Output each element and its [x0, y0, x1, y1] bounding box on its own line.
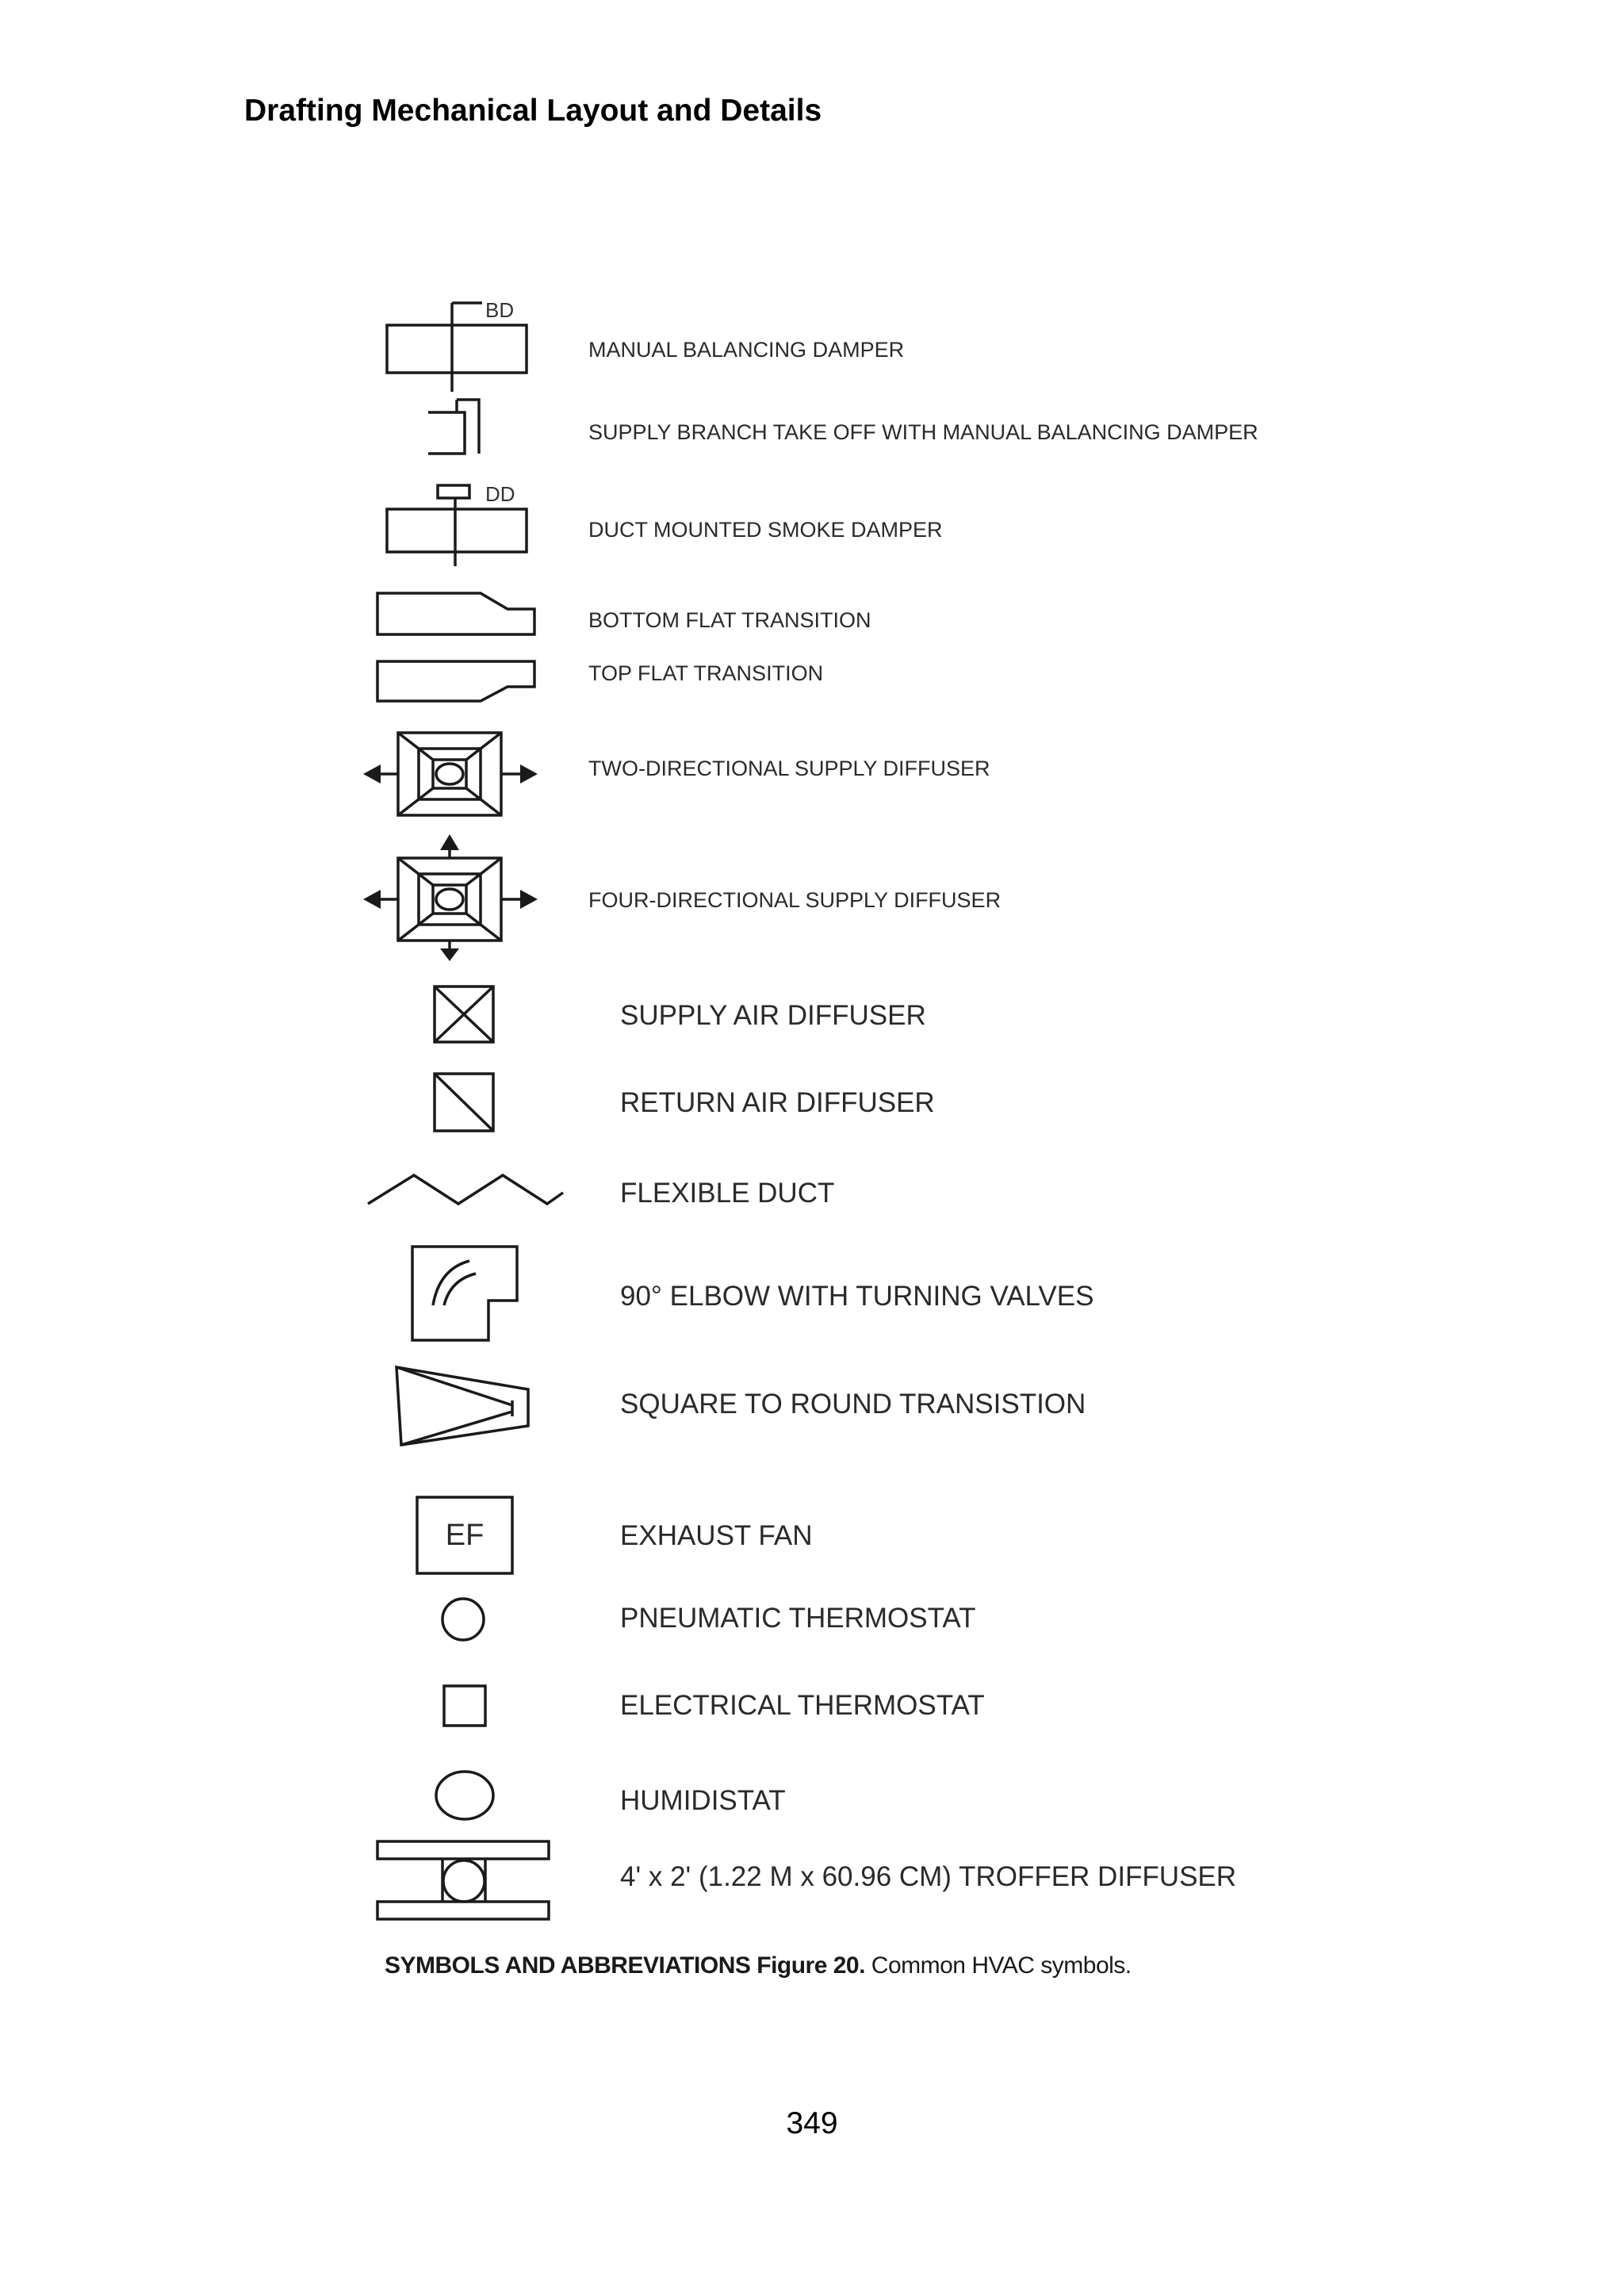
flexible-duct-icon	[368, 1175, 563, 1204]
legend-label: ELECTRICAL THERMOSTAT	[620, 1690, 985, 1721]
legend-label: SUPPLY BRANCH TAKE OFF WITH MANUAL BALANCING DAMPER	[588, 420, 1258, 444]
figure-caption	[385, 1952, 1132, 1979]
legend-label: SQUARE TO ROUND TRANSISTION	[620, 1389, 1086, 1420]
legend-label: 90° ELBOW WITH TURNING VALVES	[620, 1281, 1094, 1312]
humidistat-icon	[436, 1772, 493, 1819]
legend-label: PNEUMATIC THERMOSTAT	[620, 1603, 976, 1634]
top-flat-transition-icon	[377, 661, 534, 701]
two-directional-diffuser-icon	[363, 733, 538, 815]
elbow-turning-vanes-icon	[412, 1247, 517, 1340]
legend-label: HUMIDISTAT	[620, 1785, 786, 1816]
electrical-thermostat-icon	[444, 1686, 485, 1726]
caption-text: Common HVAC symbols.	[864, 1952, 1132, 1979]
legend-label: 4' x 2' (1.22 M x 60.96 CM) TROFFER DIFFUSER	[620, 1861, 1237, 1892]
legend-label: DUCT MOUNTED SMOKE DAMPER	[588, 518, 943, 542]
pneumatic-thermostat-icon	[442, 1599, 484, 1640]
legend-label: RETURN AIR DIFFUSER	[620, 1087, 935, 1118]
bottom-flat-transition-icon	[377, 593, 534, 634]
balancing-damper-tag: BD	[485, 298, 515, 322]
troffer-diffuser-icon	[377, 1841, 549, 1919]
exhaust-fan-icon	[417, 1497, 512, 1573]
legend-label: BOTTOM FLAT TRANSITION	[588, 608, 871, 632]
duct-mounted-smoke-damper-icon	[387, 482, 527, 566]
smoke-damper-tag: DD	[485, 482, 515, 506]
page-number: 349	[786, 2106, 838, 2140]
legend-label: FOUR-DIRECTIONAL SUPPLY DIFFUSER	[588, 888, 1002, 912]
legend-label: EXHAUST FAN	[620, 1520, 813, 1551]
legend-label: TOP FLAT TRANSITION	[588, 661, 824, 685]
supply-air-diffuser-icon	[435, 987, 493, 1042]
legend-label: MANUAL BALANCING DAMPER	[588, 338, 905, 362]
manual-balancing-damper-icon	[387, 298, 527, 392]
return-air-diffuser-icon	[435, 1074, 493, 1131]
four-directional-diffuser-icon	[363, 834, 538, 961]
exhaust-fan-tag: EF	[445, 1519, 485, 1552]
square-to-round-transition-icon	[396, 1367, 528, 1445]
page-header: Drafting Mechanical Layout and Details	[244, 94, 822, 128]
legend-label: FLEXIBLE DUCT	[620, 1178, 835, 1209]
legend-label: TWO-DIRECTIONAL SUPPLY DIFFUSER	[588, 757, 990, 780]
legend-label: SUPPLY AIR DIFFUSER	[620, 1000, 926, 1031]
caption-bold: SYMBOLS AND ABBREVIATIONS Figure 20.	[385, 1952, 865, 1979]
supply-branch-takeoff-icon	[428, 400, 479, 454]
